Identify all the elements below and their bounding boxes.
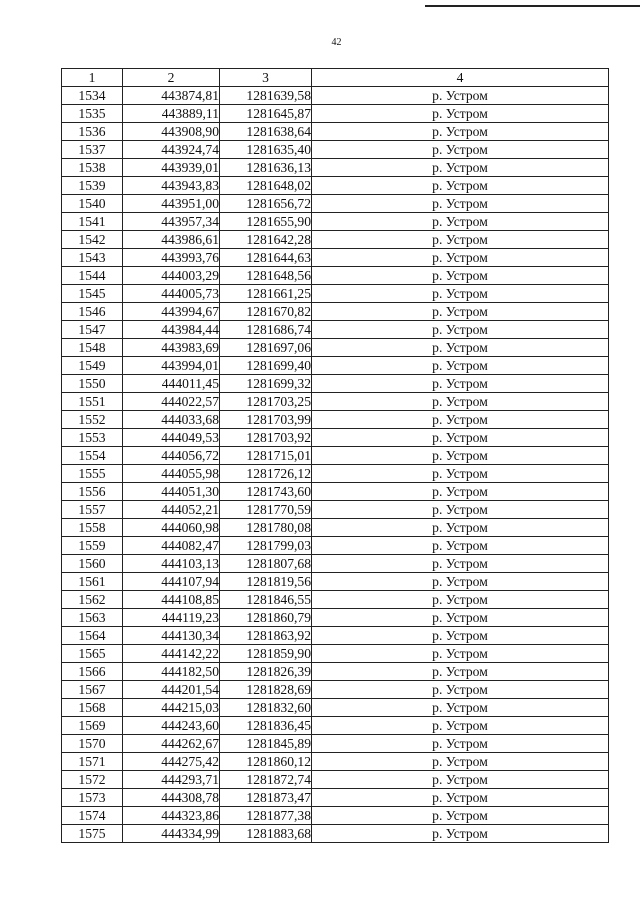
x-coordinate-cell: 443951,00 <box>123 195 220 213</box>
point-number-cell: 1547 <box>62 321 123 339</box>
location-cell: р. Устром <box>312 717 609 735</box>
location-cell: р. Устром <box>312 123 609 141</box>
x-coordinate-cell: 443957,34 <box>123 213 220 231</box>
location-cell: р. Устром <box>312 105 609 123</box>
location-cell: р. Устром <box>312 771 609 789</box>
point-number-cell: 1571 <box>62 753 123 771</box>
location-cell: р. Устром <box>312 285 609 303</box>
point-number-cell: 1546 <box>62 303 123 321</box>
y-coordinate-cell: 1281846,55 <box>220 591 312 609</box>
table-row <box>62 753 609 771</box>
table-row <box>62 501 609 519</box>
y-coordinate-cell: 1281877,38 <box>220 807 312 825</box>
point-number-cell: 1539 <box>62 177 123 195</box>
x-coordinate-cell: 444082,47 <box>123 537 220 555</box>
y-coordinate-cell: 1281642,28 <box>220 231 312 249</box>
location-cell: р. Устром <box>312 177 609 195</box>
x-coordinate-cell: 443889,11 <box>123 105 220 123</box>
table-row <box>62 681 609 699</box>
x-coordinate-cell: 444103,13 <box>123 555 220 573</box>
x-coordinate-cell: 444003,29 <box>123 267 220 285</box>
table-row <box>62 249 609 267</box>
x-coordinate-cell: 443924,74 <box>123 141 220 159</box>
x-coordinate-cell: 444243,60 <box>123 717 220 735</box>
point-number-cell: 1540 <box>62 195 123 213</box>
y-coordinate-cell: 1281826,39 <box>220 663 312 681</box>
y-coordinate-cell: 1281636,13 <box>220 159 312 177</box>
x-coordinate-cell: 443908,90 <box>123 123 220 141</box>
y-coordinate-cell: 1281686,74 <box>220 321 312 339</box>
x-coordinate-cell: 443874,81 <box>123 87 220 105</box>
x-coordinate-cell: 444182,50 <box>123 663 220 681</box>
point-number-cell: 1550 <box>62 375 123 393</box>
table-row <box>62 645 609 663</box>
point-number-cell: 1544 <box>62 267 123 285</box>
x-coordinate-cell: 443993,76 <box>123 249 220 267</box>
y-coordinate-cell: 1281819,56 <box>220 573 312 591</box>
location-cell: р. Устром <box>312 645 609 663</box>
y-coordinate-cell: 1281799,03 <box>220 537 312 555</box>
point-number-cell: 1565 <box>62 645 123 663</box>
table-row <box>62 717 609 735</box>
table-row <box>62 213 609 231</box>
x-coordinate-cell: 444033,68 <box>123 411 220 429</box>
x-coordinate-cell: 444107,94 <box>123 573 220 591</box>
point-number-cell: 1566 <box>62 663 123 681</box>
y-coordinate-cell: 1281832,60 <box>220 699 312 717</box>
location-cell: р. Устром <box>312 339 609 357</box>
point-number-cell: 1549 <box>62 357 123 375</box>
location-cell: р. Устром <box>312 231 609 249</box>
location-cell: р. Устром <box>312 357 609 375</box>
y-coordinate-cell: 1281770,59 <box>220 501 312 519</box>
y-coordinate-cell: 1281860,12 <box>220 753 312 771</box>
header-col-3: 3 <box>220 69 312 87</box>
table-row <box>62 357 609 375</box>
table-row <box>62 627 609 645</box>
table-row <box>62 231 609 249</box>
y-coordinate-cell: 1281655,90 <box>220 213 312 231</box>
table-row <box>62 519 609 537</box>
location-cell: р. Устром <box>312 267 609 285</box>
y-coordinate-cell: 1281872,74 <box>220 771 312 789</box>
x-coordinate-cell: 444108,85 <box>123 591 220 609</box>
location-cell: р. Устром <box>312 753 609 771</box>
y-coordinate-cell: 1281670,82 <box>220 303 312 321</box>
y-coordinate-cell: 1281703,99 <box>220 411 312 429</box>
location-cell: р. Устром <box>312 825 609 843</box>
table-row <box>62 699 609 717</box>
location-cell: р. Устром <box>312 213 609 231</box>
point-number-cell: 1563 <box>62 609 123 627</box>
location-cell: р. Устром <box>312 519 609 537</box>
y-coordinate-cell: 1281639,58 <box>220 87 312 105</box>
point-number-cell: 1554 <box>62 447 123 465</box>
point-number-cell: 1534 <box>62 87 123 105</box>
x-coordinate-cell: 443994,67 <box>123 303 220 321</box>
x-coordinate-cell: 444275,42 <box>123 753 220 771</box>
location-cell: р. Устром <box>312 573 609 591</box>
point-number-cell: 1574 <box>62 807 123 825</box>
location-cell: р. Устром <box>312 627 609 645</box>
point-number-cell: 1555 <box>62 465 123 483</box>
table-row <box>62 663 609 681</box>
table-row <box>62 123 609 141</box>
point-number-cell: 1568 <box>62 699 123 717</box>
y-coordinate-cell: 1281845,89 <box>220 735 312 753</box>
table-row <box>62 339 609 357</box>
table-row <box>62 465 609 483</box>
table-row <box>62 141 609 159</box>
y-coordinate-cell: 1281743,60 <box>220 483 312 501</box>
x-coordinate-cell: 444323,86 <box>123 807 220 825</box>
table-row <box>62 393 609 411</box>
location-cell: р. Устром <box>312 537 609 555</box>
y-coordinate-cell: 1281863,92 <box>220 627 312 645</box>
y-coordinate-cell: 1281726,12 <box>220 465 312 483</box>
location-cell: р. Устром <box>312 159 609 177</box>
location-cell: р. Устром <box>312 321 609 339</box>
location-cell: р. Устром <box>312 609 609 627</box>
point-number-cell: 1551 <box>62 393 123 411</box>
x-coordinate-cell: 444011,45 <box>123 375 220 393</box>
x-coordinate-cell: 444215,03 <box>123 699 220 717</box>
location-cell: р. Устром <box>312 141 609 159</box>
y-coordinate-cell: 1281656,72 <box>220 195 312 213</box>
location-cell: р. Устром <box>312 249 609 267</box>
y-coordinate-cell: 1281661,25 <box>220 285 312 303</box>
point-number-cell: 1559 <box>62 537 123 555</box>
point-number-cell: 1575 <box>62 825 123 843</box>
table-row <box>62 105 609 123</box>
y-coordinate-cell: 1281644,63 <box>220 249 312 267</box>
table-row <box>62 267 609 285</box>
x-coordinate-cell: 443983,69 <box>123 339 220 357</box>
table-row <box>62 555 609 573</box>
y-coordinate-cell: 1281697,06 <box>220 339 312 357</box>
y-coordinate-cell: 1281703,25 <box>220 393 312 411</box>
point-number-cell: 1535 <box>62 105 123 123</box>
x-coordinate-cell: 444142,22 <box>123 645 220 663</box>
header-col-1: 1 <box>62 69 123 87</box>
point-number-cell: 1552 <box>62 411 123 429</box>
x-coordinate-cell: 444119,23 <box>123 609 220 627</box>
table-row <box>62 321 609 339</box>
table-row <box>62 771 609 789</box>
y-coordinate-cell: 1281635,40 <box>220 141 312 159</box>
location-cell: р. Устром <box>312 591 609 609</box>
x-coordinate-cell: 444055,98 <box>123 465 220 483</box>
location-cell: р. Устром <box>312 87 609 105</box>
x-coordinate-cell: 444005,73 <box>123 285 220 303</box>
x-coordinate-cell: 444052,21 <box>123 501 220 519</box>
table-row <box>62 159 609 177</box>
x-coordinate-cell: 444022,57 <box>123 393 220 411</box>
x-coordinate-cell: 443984,44 <box>123 321 220 339</box>
location-cell: р. Устром <box>312 735 609 753</box>
corner-rule-line <box>425 5 640 7</box>
location-cell: р. Устром <box>312 501 609 519</box>
y-coordinate-cell: 1281836,45 <box>220 717 312 735</box>
y-coordinate-cell: 1281638,64 <box>220 123 312 141</box>
point-number-cell: 1572 <box>62 771 123 789</box>
page-number: 42 <box>331 37 342 48</box>
location-cell: р. Устром <box>312 807 609 825</box>
point-number-cell: 1564 <box>62 627 123 645</box>
table-row <box>62 447 609 465</box>
location-cell: р. Устром <box>312 555 609 573</box>
point-number-cell: 1537 <box>62 141 123 159</box>
x-coordinate-cell: 444308,78 <box>123 789 220 807</box>
point-number-cell: 1570 <box>62 735 123 753</box>
table-row <box>62 609 609 627</box>
location-cell: р. Устром <box>312 411 609 429</box>
table-row <box>62 375 609 393</box>
y-coordinate-cell: 1281703,92 <box>220 429 312 447</box>
location-cell: р. Устром <box>312 195 609 213</box>
location-cell: р. Устром <box>312 393 609 411</box>
table-row <box>62 735 609 753</box>
x-coordinate-cell: 444201,54 <box>123 681 220 699</box>
table-row <box>62 177 609 195</box>
table-row <box>62 303 609 321</box>
y-coordinate-cell: 1281860,79 <box>220 609 312 627</box>
table-row <box>62 789 609 807</box>
y-coordinate-cell: 1281648,56 <box>220 267 312 285</box>
point-number-cell: 1562 <box>62 591 123 609</box>
x-coordinate-cell: 444049,53 <box>123 429 220 447</box>
table-header-row <box>62 69 609 87</box>
y-coordinate-cell: 1281699,32 <box>220 375 312 393</box>
x-coordinate-cell: 443939,01 <box>123 159 220 177</box>
location-cell: р. Устром <box>312 375 609 393</box>
point-number-cell: 1548 <box>62 339 123 357</box>
point-number-cell: 1561 <box>62 573 123 591</box>
x-coordinate-cell: 444130,34 <box>123 627 220 645</box>
y-coordinate-cell: 1281699,40 <box>220 357 312 375</box>
point-number-cell: 1553 <box>62 429 123 447</box>
point-number-cell: 1541 <box>62 213 123 231</box>
location-cell: р. Устром <box>312 699 609 717</box>
location-cell: р. Устром <box>312 663 609 681</box>
table-row <box>62 573 609 591</box>
point-number-cell: 1557 <box>62 501 123 519</box>
table-row <box>62 807 609 825</box>
y-coordinate-cell: 1281645,87 <box>220 105 312 123</box>
y-coordinate-cell: 1281807,68 <box>220 555 312 573</box>
point-number-cell: 1543 <box>62 249 123 267</box>
x-coordinate-cell: 444262,67 <box>123 735 220 753</box>
x-coordinate-cell: 444293,71 <box>123 771 220 789</box>
y-coordinate-cell: 1281648,02 <box>220 177 312 195</box>
point-number-cell: 1556 <box>62 483 123 501</box>
table-row <box>62 825 609 843</box>
point-number-cell: 1569 <box>62 717 123 735</box>
x-coordinate-cell: 443994,01 <box>123 357 220 375</box>
x-coordinate-cell: 444060,98 <box>123 519 220 537</box>
point-number-cell: 1560 <box>62 555 123 573</box>
table-row <box>62 87 609 105</box>
point-number-cell: 1573 <box>62 789 123 807</box>
point-number-cell: 1536 <box>62 123 123 141</box>
header-col-2: 2 <box>123 69 220 87</box>
point-number-cell: 1538 <box>62 159 123 177</box>
y-coordinate-cell: 1281883,68 <box>220 825 312 843</box>
location-cell: р. Устром <box>312 429 609 447</box>
point-number-cell: 1558 <box>62 519 123 537</box>
location-cell: р. Устром <box>312 447 609 465</box>
table-row <box>62 195 609 213</box>
location-cell: р. Устром <box>312 483 609 501</box>
point-number-cell: 1542 <box>62 231 123 249</box>
x-coordinate-cell: 444051,30 <box>123 483 220 501</box>
header-col-4: 4 <box>312 69 609 87</box>
y-coordinate-cell: 1281715,01 <box>220 447 312 465</box>
location-cell: р. Устром <box>312 465 609 483</box>
y-coordinate-cell: 1281859,90 <box>220 645 312 663</box>
x-coordinate-cell: 443986,61 <box>123 231 220 249</box>
point-number-cell: 1567 <box>62 681 123 699</box>
table-row <box>62 285 609 303</box>
x-coordinate-cell: 443943,83 <box>123 177 220 195</box>
table-row <box>62 591 609 609</box>
table-row <box>62 429 609 447</box>
table-row <box>62 537 609 555</box>
x-coordinate-cell: 444334,99 <box>123 825 220 843</box>
table-row <box>62 411 609 429</box>
x-coordinate-cell: 444056,72 <box>123 447 220 465</box>
location-cell: р. Устром <box>312 789 609 807</box>
point-number-cell: 1545 <box>62 285 123 303</box>
y-coordinate-cell: 1281828,69 <box>220 681 312 699</box>
y-coordinate-cell: 1281780,08 <box>220 519 312 537</box>
y-coordinate-cell: 1281873,47 <box>220 789 312 807</box>
table-row <box>62 483 609 501</box>
coordinates-table <box>61 68 609 843</box>
location-cell: р. Устром <box>312 681 609 699</box>
location-cell: р. Устром <box>312 303 609 321</box>
